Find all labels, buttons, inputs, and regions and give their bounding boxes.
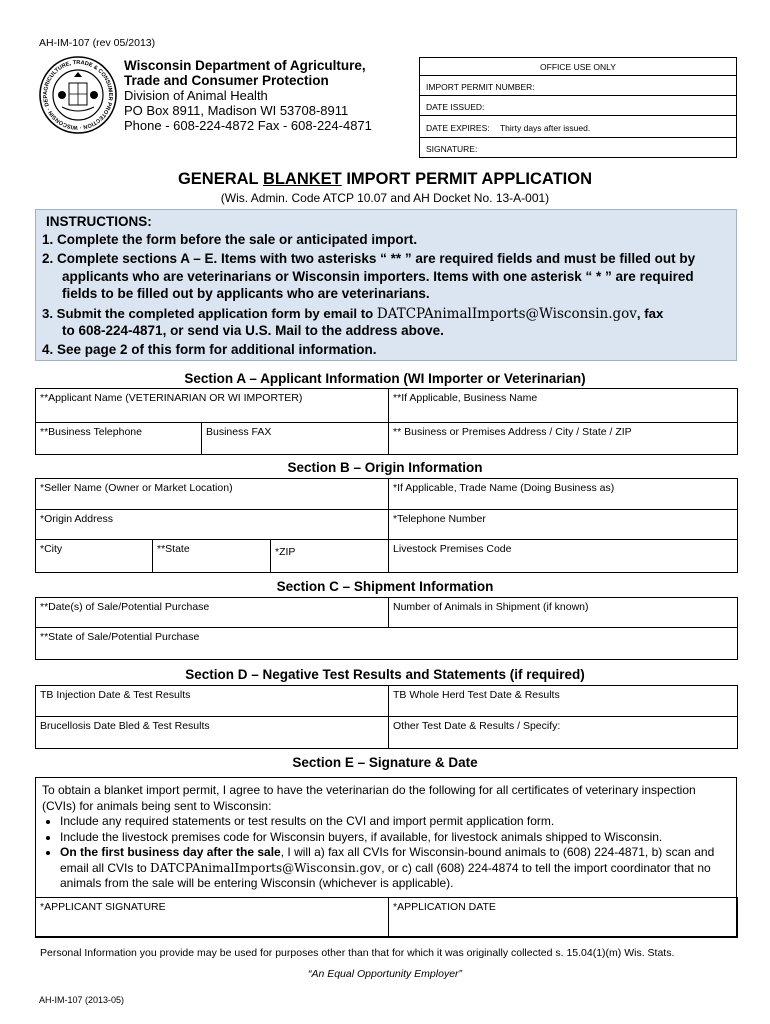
applicant-name-field[interactable]: **Applicant Name (VETERINARIAN OR WI IMPORTER) [36,389,389,423]
city-field[interactable]: *City [36,540,153,573]
telephone-number-field[interactable]: *Telephone Number [389,510,738,540]
section-c-title: Section C – Shipment Information [276,579,494,594]
instruction-2-line3: fields to be filled out by applicants who are veterinarians. [62,286,430,301]
agency-name-line2: Trade and Consumer Protection [124,73,329,88]
form-id: AH-IM-107 (rev 05/2013) [39,37,156,49]
business-address-field[interactable]: ** Business or Premises Address / City / State / ZIP [389,423,738,455]
form-title: GENERAL BLANKET IMPORT PERMIT APPLICATION [177,170,593,188]
privacy-notice: Personal Information you provide may be used for purposes other than that for which it was originally collected s. 15.04(1)(m) Wis. Stats. [40,947,675,959]
business-telephone-field[interactable]: **Business Telephone [36,423,202,455]
state-field[interactable]: **State [153,540,271,573]
instructions-heading: INSTRUCTIONS: [46,214,152,229]
section-e-bullet-2: • Include the livestock premises code for Wisconsin buyers, if available, for livestock animals shipped to Wisconsin. [60,830,730,846]
section-d-title: Section D – Negative Test Results and Statements (if required) [185,667,585,682]
tb-injection-field[interactable]: TB Injection Date & Test Results [36,686,389,717]
section-c-table [35,597,738,660]
seller-name-field[interactable]: *Seller Name (Owner or Market Location) [36,479,389,510]
number-of-animals-field[interactable]: Number of Animals in Shipment (if known) [389,598,738,628]
equal-opportunity-statement: “An Equal Opportunity Employer” [307,968,463,980]
section-b-title: Section B – Origin Information [287,460,483,475]
section-a-table [35,388,738,455]
trade-name-field[interactable]: *If Applicable, Trade Name (Doing Business as) [389,479,738,510]
application-date-field[interactable]: *APPLICATION DATE [389,898,738,938]
instruction-3-line1: 3. Submit the completed application form by email to DATCPAnimalImports@Wisconsin.gov, fax [42,306,664,322]
agency-address: PO Box 8911, Madison WI 53708-8911 [124,103,349,118]
section-a-title: Section A – Applicant Information (WI Importer or Veterinarian) [184,371,586,386]
applicant-signature-field[interactable]: *APPLICANT SIGNATURE [36,898,389,938]
section-e-intro: To obtain a blanket import permit, I agree to have the veterinarian do the following for all certificates of veterinary inspection (CVIs) for animals being sent to Wisconsin: [42,783,696,813]
instruction-1: 1. Complete the form before the sale or anticipated import. [42,232,418,247]
date-issued-label: DATE ISSUED: [426,102,485,112]
agency-name-line1: Wisconsin Department of Agriculture, [124,58,366,73]
dates-of-sale-field[interactable]: **Date(s) of Sale/Potential Purchase [36,598,389,628]
signature-table [35,897,738,938]
state-of-sale-field[interactable]: **State of Sale/Potential Purchase [36,628,738,660]
business-name-field[interactable]: **If Applicable, Business Name [389,389,738,423]
section-e-bullet-3: • On the first business day after the sale, I will a) fax all CVIs for Wisconsin-bound animals to (608) 224-4871, b) scan and email all CVIs to DATCPAnimalImports@Wisconsin.gov, or c) call (608) 224-4874 to tell the import coordinator that no animals from the sale will be entering Wisconsin (whichever is applicable). [60,845,730,892]
instructions-box [35,209,737,361]
livestock-premises-code-field[interactable]: Livestock Premises Code [389,540,738,573]
email-link[interactable]: DATCPAnimalImports@Wisconsin.gov [376,306,637,322]
zip-field[interactable]: *ZIP [271,540,389,573]
instruction-2-line2: applicants who are veterinarians or Wisconsin importers. Items with one asterisk “ * ” are required [62,269,694,284]
section-b-table [35,478,738,573]
import-permit-number-label: IMPORT PERMIT NUMBER: [426,82,535,92]
form-code-footer: AH-IM-107 (2013-05) [39,995,125,1005]
agency-division: Division of Animal Health [124,88,268,103]
agency-phone-fax: Phone - 608-224-4872 Fax - 608-224-4871 [124,118,372,133]
tb-whole-herd-field[interactable]: TB Whole Herd Test Date & Results [389,686,738,717]
origin-address-field[interactable]: *Origin Address [36,510,389,540]
signature-label: SIGNATURE: [426,144,478,154]
business-fax-field[interactable]: Business FAX [202,423,389,455]
instruction-3-line2: to 608-224-4871, or send via U.S. Mail to the address above. [62,323,444,338]
date-expires-value: Thirty days after issued. [499,123,591,133]
seal-ring-text: AGRICULTURE, TRADE & CONSUMER PROTECTION · WISCONSIN · DEP [42,59,114,131]
section-e-title: Section E – Signature & Date [292,755,478,770]
instruction-4: 4. See page 2 of this form for additional information. [42,342,377,357]
title-underlined-word: BLANKET [262,170,342,188]
instruction-2-line1: 2. Complete sections A – E. Items with two asterisks “ ** ” are required fields and must be filled out by [42,251,696,266]
office-use-box [419,57,737,158]
date-expires-label: DATE EXPIRES: [426,123,490,133]
section-e-bullet-1: • Include any required statements or test results on the CVI and import permit application form. [60,814,730,830]
office-use-title: OFFICE USE ONLY [540,62,616,72]
other-test-field[interactable]: Other Test Date & Results / Specify: [389,717,738,749]
form-subtitle: (Wis. Admin. Code ATCP 10.07 and AH Docket No. 13-A-001) [220,191,550,205]
section-d-table [35,685,738,749]
email-link-2[interactable]: DATCPAnimalImports@Wisconsin.gov [150,860,382,875]
wisconsin-seal-logo [38,55,118,135]
brucellosis-field[interactable]: Brucellosis Date Bled & Test Results [36,717,389,749]
